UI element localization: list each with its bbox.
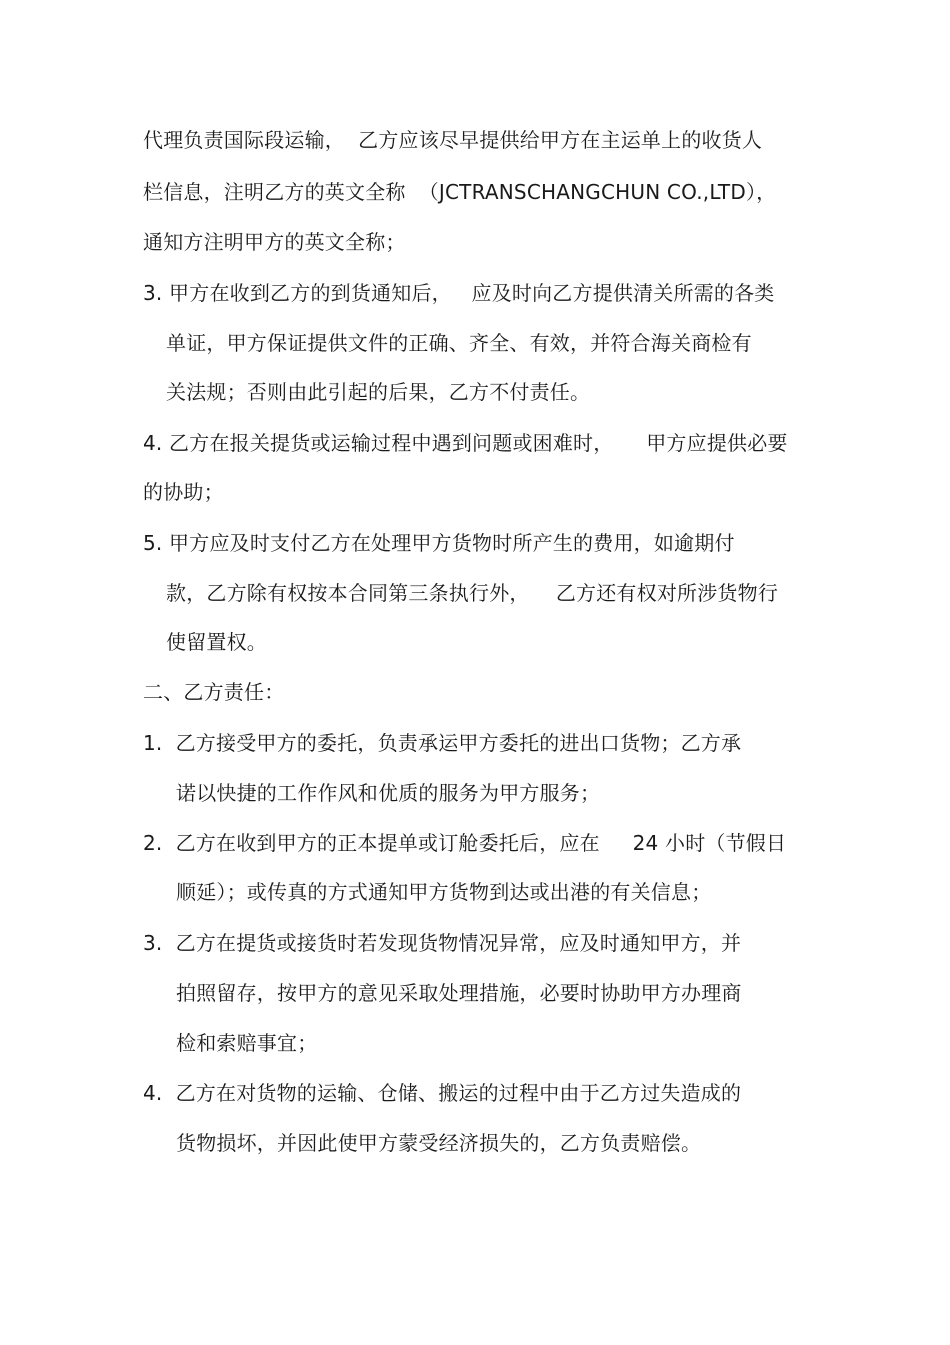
text-line: 货物损坏，并因此使甲方蒙受经济损失的，乙方负责赔偿。 bbox=[176, 1131, 702, 1155]
section-heading: 二、乙方责任： bbox=[143, 680, 285, 704]
text-line: 代理负责国际段运输， 乙方应该尽早提供给甲方在主运单上的收货人 bbox=[143, 128, 763, 152]
text-line: 的协助； bbox=[143, 480, 224, 504]
text-line: 检和索赔事宜； bbox=[176, 1031, 318, 1055]
text-line: 关法规；否则由此引起的后果，乙方不付责任。 bbox=[166, 380, 591, 404]
text-line: 3. 乙方在提货或接货时若发现货物情况异常，应及时通知甲方，并 bbox=[143, 931, 742, 955]
text-line: 顺延）；或传真的方式通知甲方货物到达或出港的有关信息； bbox=[176, 880, 712, 904]
text-line: 通知方注明甲方的英文全称； bbox=[143, 230, 406, 254]
text-line: 使留置权。 bbox=[166, 630, 267, 654]
text-line: 栏信息，注明乙方的英文全称 （JCTRANSCHANGCHUN CO.,LTD）， bbox=[143, 180, 777, 204]
text-line: 诺以快捷的工作作风和优质的服务为甲方服务； bbox=[176, 781, 601, 805]
text-line: 款，乙方除有权按本合同第三条执行外， 乙方还有权对所涉货物行 bbox=[166, 581, 779, 605]
text-line: 4. 乙方在对货物的运输、仓储、搬运的过程中由于乙方过失造成的 bbox=[143, 1081, 742, 1105]
text-line: 拍照留存，按甲方的意见采取处理措施，必要时协助甲方办理商 bbox=[176, 981, 742, 1005]
text-line: 3. 甲方在收到乙方的到货通知后， 应及时向乙方提供清关所需的各类 bbox=[143, 281, 775, 305]
text-line: 1. 乙方接受甲方的委托，负责承运甲方委托的进出口货物；乙方承 bbox=[143, 731, 742, 755]
text-line: 5. 甲方应及时支付乙方在处理甲方货物时所产生的费用，如逾期付 bbox=[143, 531, 735, 555]
text-line: 4. 乙方在报关提货或运输过程中遇到问题或困难时， 甲方应提供必要 bbox=[143, 431, 788, 455]
text-line: 2. 乙方在收到甲方的正本提单或订舱委托后，应在 24 小时（节假日 bbox=[143, 831, 787, 855]
text-line: 单证，甲方保证提供文件的正确、齐全、有效，并符合海关商检有 bbox=[166, 331, 752, 355]
